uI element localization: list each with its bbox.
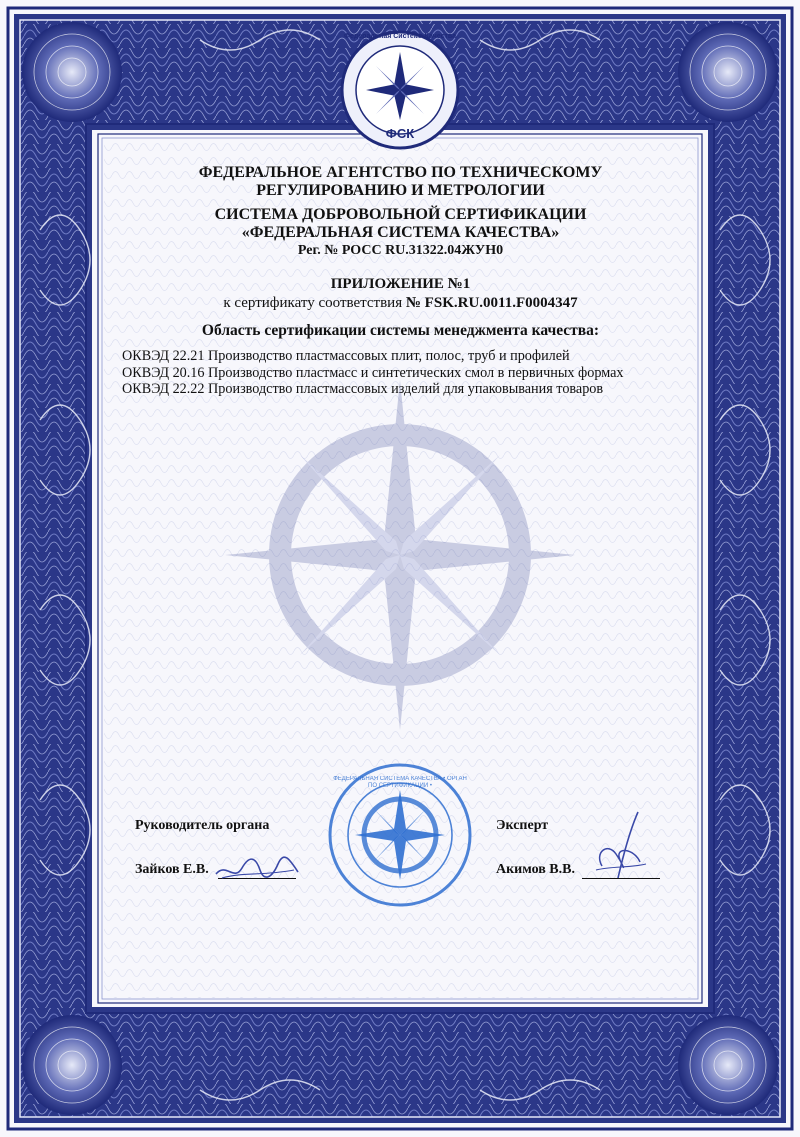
official-stamp (325, 760, 475, 910)
appendix-title: ПРИЛОЖЕНИЕ №1 (330, 276, 471, 292)
certificate-number: № FSK.RU.0011.F0004347 (405, 295, 578, 311)
okved-list (122, 348, 682, 398)
system-line-1: СИСТЕМА ДОБРОВОЛЬНОЙ СЕРТИФИКАЦИИ (214, 206, 587, 223)
system-line-2: «ФЕДЕРАЛЬНАЯ СИСТЕМА КАЧЕСТВА» (241, 224, 560, 241)
agency-header (118, 164, 683, 200)
certificate-reference (118, 295, 683, 312)
agency-line-1: ФЕДЕРАЛЬНОЕ АГЕНТСТВО ПО ТЕХНИЧЕСКОМУ (198, 164, 603, 181)
okved-item: ОКВЭД 20.16 Производство пластмасс и синтетических смол в первичных формах (122, 364, 624, 381)
expert-role: Эксперт (496, 818, 549, 833)
expert-name: Акимов В.В. (496, 862, 575, 877)
scope-heading (118, 322, 683, 340)
head-signature (212, 852, 302, 884)
head-role: Руководитель органа (135, 818, 270, 833)
okved-item: ОКВЭД 22.21 Производство пластмассовых плит, полос, труб и профилей (122, 348, 570, 364)
system-header (118, 206, 683, 260)
agency-line-2: РЕГУЛИРОВАНИЮ И МЕТРОЛОГИИ (256, 182, 545, 199)
fsk-logo (340, 30, 460, 150)
expert-signature (590, 808, 650, 882)
logo-ring-text: Федеральная Система Качества (343, 33, 457, 40)
scope-title: Область сертификации системы менеджмента качества: (201, 322, 600, 339)
okved-item: ОКВЭД 22.22 Производство пластмассовых изделий для упаковывания товаров (122, 381, 604, 397)
registration-number: Рег. № РОСС RU.31322.04ЖУН0 (297, 243, 504, 258)
head-name: Зайков Е.В. (135, 862, 209, 877)
logo-abbreviation: ФСК (385, 126, 415, 141)
appendix-block (118, 276, 683, 312)
certificate-prefix: к сертификату соответствия (223, 295, 403, 311)
stamp-ring-text: ФЕДЕРАЛЬНАЯ СИСТЕМА КАЧЕСТВА • ОРГАН ПО СЕРТИФИКАЦИИ • (333, 776, 467, 789)
